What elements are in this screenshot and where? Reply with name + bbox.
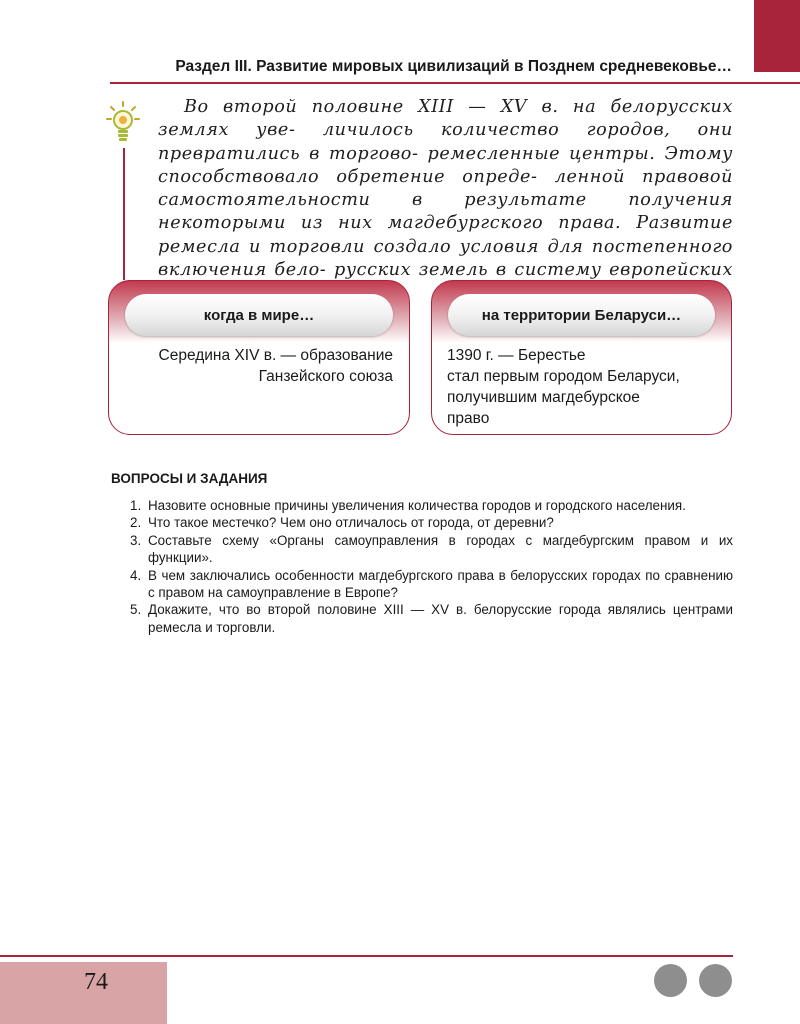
belarus-card-text — [447, 345, 715, 429]
world-card-line: Середина XIV в. — образование — [158, 347, 393, 364]
question-item — [130, 514, 733, 531]
questions-list — [130, 497, 733, 636]
world-card — [108, 280, 410, 435]
footer-dot-decoration — [699, 964, 732, 997]
question-item — [130, 601, 733, 636]
belarus-card-title: на территории Беларуси… — [448, 294, 715, 336]
lightbulb-icon — [106, 101, 140, 147]
footer-divider — [0, 955, 733, 957]
world-card-text — [129, 345, 393, 387]
belarus-card — [431, 280, 732, 435]
question-number: 5. — [130, 602, 142, 618]
belarus-card-line: 1390 г. — Берестье — [447, 347, 586, 364]
header-divider — [110, 82, 800, 84]
intro-paragraph — [158, 96, 733, 306]
question-text: В чем заключались особенности магдебургского права в белорусских городах по сравнению с правом на самоуправление в Европе? — [148, 567, 733, 601]
intro-line: русских земель в систему европейских — [334, 260, 733, 281]
question-number: 2. — [130, 515, 142, 531]
belarus-card-line: получившим магдебурское — [447, 389, 640, 406]
question-number: 3. — [130, 532, 142, 548]
question-number: 1. — [130, 498, 142, 513]
question-item — [130, 532, 733, 567]
intro-line: некоторыми из них магдебургского права. Развитие ремесла — [158, 213, 733, 257]
footer-dot-decoration — [654, 964, 687, 997]
section-title: Раздел III. Развитие мировых цивилизаций в Позднем средневековье… — [175, 58, 732, 75]
intro-line: ленной правовой самостоятельности в результате получения — [158, 166, 733, 211]
intro-accent-line — [123, 148, 125, 280]
world-card-line: Ганзейского союза — [258, 368, 393, 385]
intro-line: Во второй половине XIII — XV в. на белорусских землях уве- — [158, 97, 733, 141]
belarus-card-line: стал первым городом Беларуси, — [447, 368, 680, 385]
intro-line: ремесленные центры. Этому способствовало обретение опреде- — [158, 143, 733, 187]
question-text: Докажите, что во второй половине XIII — XV в. белорусские города являлись центрами ремесла и торговли. — [148, 602, 733, 635]
question-text: Что такое местечко? Чем оно отличалось от города, от деревни? — [148, 515, 554, 531]
questions-heading: ВОПРОСЫ И ЗАДАНИЯ — [111, 471, 268, 486]
question-text: Составьте схему «Органы самоуправления в городах с магдебургским правом и их функции». — [148, 532, 733, 566]
belarus-card-line: право — [447, 410, 490, 427]
world-card-title: когда в мире… — [125, 294, 393, 336]
question-item — [130, 497, 733, 514]
intro-line: и торговли создало условия для постепенного включения бело- — [158, 236, 733, 281]
intro-line: личилось количество городов, они превратились в торгово- — [158, 120, 733, 164]
page-number: 74 — [84, 969, 108, 995]
question-item — [130, 567, 733, 602]
question-number: 4. — [130, 567, 142, 583]
corner-accent-tab — [754, 0, 800, 72]
question-text: Назовите основные причины увеличения количества городов и городского населения. — [148, 498, 686, 513]
